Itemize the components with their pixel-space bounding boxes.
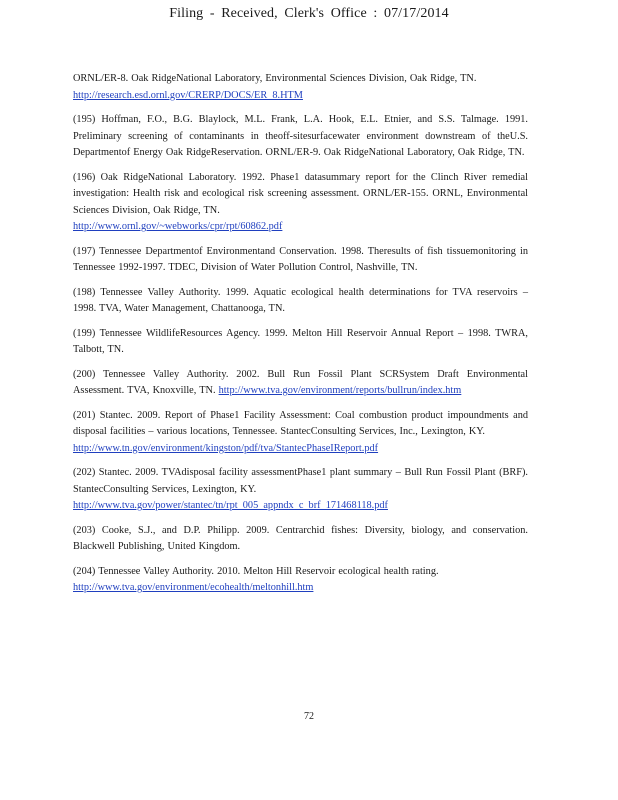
reference-text: (196) Oak RidgeNational Laboratory. 1992. Phase1 datasummary report for the Clinch River remedial investigation: Health risk and ecological risk screening assessment. ORNL/ER-155. ORNL, Environmental Sciences Division, Oak Ridge, TN. — [73, 171, 528, 216]
reference-link[interactable]: http://www.tva.gov/environment/ecohealth/meltonhill.htm — [73, 582, 314, 593]
reference-entry — [73, 523, 528, 556]
reference-text: (197) Tennessee Departmentof Environmentand Conservation. 1998. Theresults of fish tissuemonitoring in Tennessee 1992-1997. TDEC, Division of Water Pollution Control, Nashville, TN. — [73, 245, 528, 273]
reference-text: (204) Tennessee Valley Authority. 2010. Melton Hill Reservoir ecological health rating. — [73, 565, 439, 577]
reference-entry — [73, 564, 528, 597]
reference-link[interactable]: http://research.esd.ornl.gov/CRERP/DOCS/ER_8.HTM — [73, 89, 303, 101]
reference-entry — [73, 408, 528, 458]
reference-link[interactable]: http://www.ornl.gov/~webworks/cpr/rpt/60862.pdf — [73, 221, 283, 232]
reference-link[interactable]: http://www.tva.gov/environment/reports/bullrun/index.htm — [218, 385, 462, 396]
reference-text: (203) Cooke, S.J., and D.P. Philipp. 2009. Centrarchid fishes: Diversity, biology, and conservation. Blackwell Publishing, United Kingdom. — [73, 524, 528, 552]
reference-text: (201) Stantec. 2009. Report of Phase1 Facility Assessment: Coal combustion product impoundments and disposal facilities – various locations, Tennessee. StantecConsulting Services, Inc., Lexington, KY. — [73, 409, 528, 437]
reference-text: ORNL/ER-8. Oak RidgeNational Laboratory, Environmental Sciences Division, Oak Ridge, TN. — [73, 73, 477, 84]
reference-link[interactable]: http://www.tn.gov/environment/kingston/pdf/tva/StantecPhaseIReport.pdf — [73, 442, 379, 454]
reference-text: (202) Stantec. 2009. TVAdisposal facility assessmentPhase1 plant summary – Bull Run Fossil Plant (BRF). StantecConsulting Services, Lexington, KY. — [73, 467, 528, 495]
reference-link[interactable]: http://www.tva.gov/power/stantec/tn/rpt_005_appndx_c_brf_171468118.pdf — [73, 500, 388, 511]
reference-text: (199) Tennessee WildlifeResources Agency. 1999. Melton Hill Reservoir Annual Report – 1998. TWRA, Talbott, TN. — [73, 327, 528, 355]
reference-text: (200) Tennessee Valley Authority. 2002. Bull Run Fossil Plant SCRSystem Draft Environmental Assessment. TVA, Knoxville, TN. — [73, 368, 528, 396]
reference-entry — [73, 71, 528, 104]
reference-entry — [73, 367, 528, 400]
reference-entry — [73, 465, 528, 515]
reference-text: (195) Hoffman, F.O., B.G. Blaylock, M.L. Frank, L.A. Hook, E.L. Etnier, and S.S. Talmage. 1991. Preliminary screening of contaminants in theoff-sitesurfacewater environment downstream of theU.S. Departmentof Energy Oak RidgeReservation. ORNL/ER-9. Oak RidgeNational Laboratory, Oak Ridge, TN. — [73, 114, 528, 158]
page-number: 72 — [304, 711, 314, 722]
reference-entry — [73, 244, 528, 277]
reference-entry — [73, 170, 528, 236]
reference-entry — [73, 326, 528, 359]
references-list — [73, 71, 528, 605]
reference-entry — [73, 112, 528, 162]
filing-stamp-header: Filing - Received, Clerk's Office : 07/17/2014 — [169, 6, 449, 21]
reference-entry — [73, 285, 528, 318]
reference-text: (198) Tennessee Valley Authority. 1999. Aquatic ecological health determinations for TVA reservoirs – 1998. TVA, Water Management, Chattanooga, TN. — [73, 286, 528, 314]
